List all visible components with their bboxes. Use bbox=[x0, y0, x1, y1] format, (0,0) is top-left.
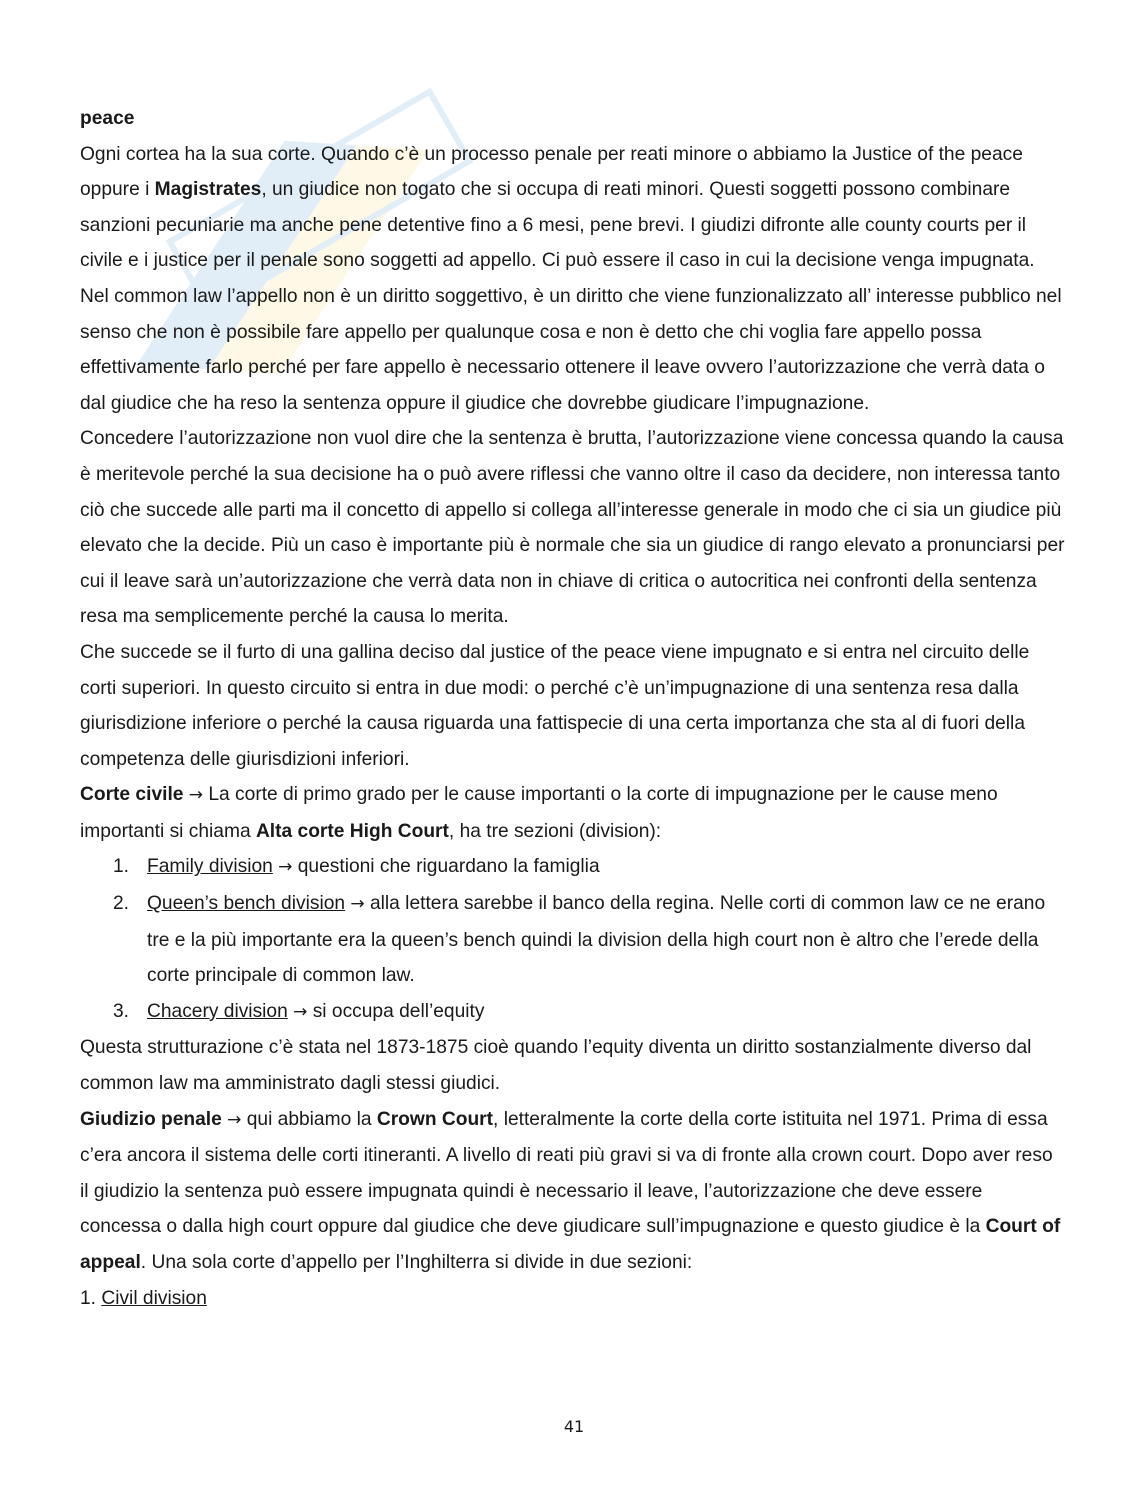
corte-civile-label: Corte civile bbox=[80, 784, 184, 806]
paragraph-2: Nel common law l’appello non è un diritto soggettivo, è un diritto che viene funzionalizzato all’ interesse pubblico nel senso che non è possibile fare appello per qualunque cosa e non è detto che chi voglia fare appello possa effettivamente farlo perché per fare appello è necessario ottenere il leave ovvero l’autorizzazione che verrà data o dal giudice che ha reso la sentenza oppure il giudice che dovrebbe giudicare l’impugnazione. bbox=[80, 285, 1062, 414]
paragraph-giudizio-penale: Giudizio penale → qui abbiamo la Crown Court, letteralmente la corte della corte istituita nel 1971. Prima di essa c’era ancora il sistema delle corti itineranti. A livello di reati più gravi si va di fronte alla crown court. Dopo aver reso il giudizio la sentenza può essere impugnata quindi è necessario il leave, l’autorizzazione che deve essere concessa o dalla high court oppure dal giudice che deve giudicare sull’impugnazione e questo giudice è la Court of appeal. Una sola corte d’appello per l’Inghilterra si divide in due sezioni: bbox=[80, 1108, 1061, 1273]
heading-peace: peace bbox=[80, 108, 135, 129]
page-number: 41 bbox=[563, 1417, 585, 1436]
arrow-right-icon: → bbox=[278, 857, 293, 878]
divisions-list bbox=[80, 849, 1065, 1030]
arrow-right-icon: → bbox=[188, 785, 204, 806]
arrow-right-icon: → bbox=[293, 1001, 308, 1022]
list-item: 3. Chacery division → si occupa dell’equity bbox=[113, 1000, 485, 1022]
paragraph-3: Concedere l’autorizzazione non vuol dire che la sentenza è brutta, l’autorizzazione viene concessa quando la causa è meritevole perché la sua decisione ha o può avere riflessi che vanno oltre il caso da decidere, non interessa tanto ciò che succede alle parti ma il concetto di appello si collega all’interesse generale in modo che ci sia un giudice più elevato che la decide. Più un caso è importante più è normale che sia un giudice di rango elevato a pronunciarsi per cui il leave sarà un’autorizzazione che verrà data non in chiave di critica o autocritica nei confronti della sentenza resa ma semplicemente perché la causa lo merita. bbox=[80, 428, 1065, 628]
civil-division-line: 1. Civil division bbox=[80, 1287, 207, 1309]
family-division-label: Family division bbox=[147, 856, 273, 878]
arrow-right-icon: → bbox=[350, 894, 365, 915]
civil-division-label: Civil division bbox=[101, 1287, 207, 1309]
giudizio-penale-label: Giudizio penale bbox=[80, 1108, 222, 1130]
paragraph-4: Che succede se il furto di una gallina deciso dal justice of the peace viene impugnato e si entra nel circuito delle corti superiori. In questo circuito si entra in due modi: o perché c’è un’impugnazione di una sentenza resa dalla giurisdizione inferiore o perché la causa riguarda una fattispecie di una certa importanza che sta al di fuori della competenza delle giurisdizioni inferiori. bbox=[80, 641, 1030, 770]
document-body bbox=[80, 101, 1065, 1316]
paragraph-corte-civile: Corte civile → La corte di primo grado per le cause importanti o la corte di impugnazione per le cause meno importanti si chiama Alta corte High Court, ha tre sezioni (division): bbox=[80, 784, 998, 842]
queens-bench-division-label: Queen’s bench division bbox=[147, 893, 346, 915]
paragraph-1: Ogni cortea ha la sua corte. Quando c’è un processo penale per reati minore o abbiamo la Justice of the peace oppure i Magistrates, un giudice non togato che si occupa di reati minori. Questi soggetti possono combinare sanzioni pecuniarie ma anche pene detentive fino a 6 mesi, pene brevi. I giudizi difronte alle county courts per il civile e i justice per il penale sono soggetti ad appello. Ci può essere il caso in cui la decisione venga impugnata. bbox=[80, 143, 1035, 272]
chancery-division-label: Chacery division bbox=[147, 1000, 288, 1022]
arrow-right-icon: → bbox=[227, 1109, 242, 1130]
list-item: 1. Family division → questioni che riguardano la famiglia bbox=[113, 856, 600, 878]
paragraph-5: Questa strutturazione c’è stata nel 1873-1875 cioè quando l’equity diventa un diritto sostanzialmente diverso dal common law ma amministrato dagli stessi giudici. bbox=[80, 1037, 1032, 1095]
list-item: 2. Queen’s bench division → alla lettera sarebbe il banco della regina. Nelle corti di common law ce ne erano tre e la più importante era la queen’s bench quindi la division della high court non è altro che l’erede della corte principale di common law. bbox=[113, 893, 1046, 987]
